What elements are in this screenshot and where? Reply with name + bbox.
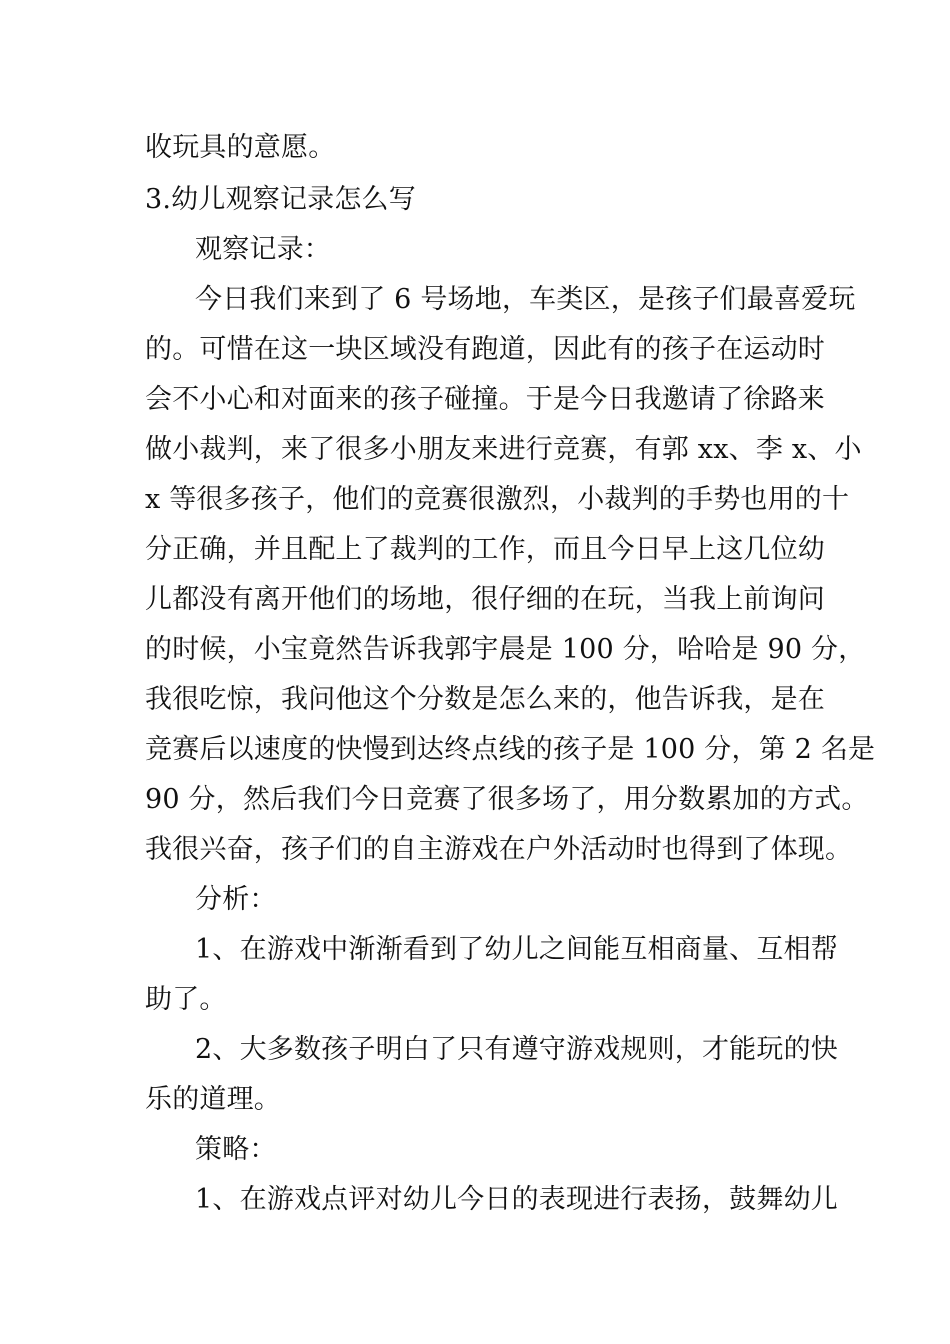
body-line: 竞赛后以速度的快慢到达终点线的孩子是 100 分，第 2 名是 (145, 734, 876, 765)
body-line: 我很吃惊，我问他这个分数是怎么来的，他告诉我，是在 (145, 684, 825, 715)
body-line: x 等很多孩子，他们的竞赛很激烈，小裁判的手势也用的十 (145, 484, 850, 515)
paragraph-continuation: 收玩具的意愿。 (145, 132, 336, 163)
subheading-analysis: 分析： (195, 884, 277, 915)
analysis-item-continuation: 助了。 (145, 984, 227, 1015)
analysis-item: 2、大多数孩子明白了只有遵守游戏规则，才能玩的快 (195, 1034, 838, 1065)
body-line: 会不小心和对面来的孩子碰撞。于是今日我邀请了徐路来 (145, 384, 825, 415)
analysis-item: 1、在游戏中渐渐看到了幼儿之间能互相商量、互相帮 (195, 934, 838, 965)
body-line: 分正确，并且配上了裁判的工作，而且今日早上这几位幼 (145, 534, 825, 565)
body-line: 儿都没有离开他们的场地，很仔细的在玩，当我上前询问 (145, 584, 825, 615)
body-line: 我很兴奋，孩子们的自主游戏在户外活动时也得到了体现。 (145, 834, 853, 865)
section-heading: 3.幼儿观察记录怎么写 (145, 184, 416, 215)
subheading-observation: 观察记录： (195, 234, 331, 265)
analysis-item-continuation: 乐的道理。 (145, 1084, 281, 1115)
body-line: 90 分，然后我们今日竞赛了很多场了，用分数累加的方式。 (145, 784, 869, 815)
body-line: 做小裁判，来了很多小朋友来进行竞赛，有郭 xx、李 x、小 (145, 434, 862, 465)
body-line: 今日我们来到了 6 号场地，车类区，是孩子们最喜爱玩 (195, 284, 856, 315)
body-line: 的时候，小宝竟然告诉我郭宇晨是 100 分，哈哈是 90 分， (145, 634, 866, 665)
body-line: 的。可惜在这一块区域没有跑道，因此有的孩子在运动时 (145, 334, 825, 365)
strategy-item: 1、在游戏点评对幼儿今日的表现进行表扬，鼓舞幼儿 (195, 1184, 838, 1215)
subheading-strategy: 策略： (195, 1134, 277, 1165)
